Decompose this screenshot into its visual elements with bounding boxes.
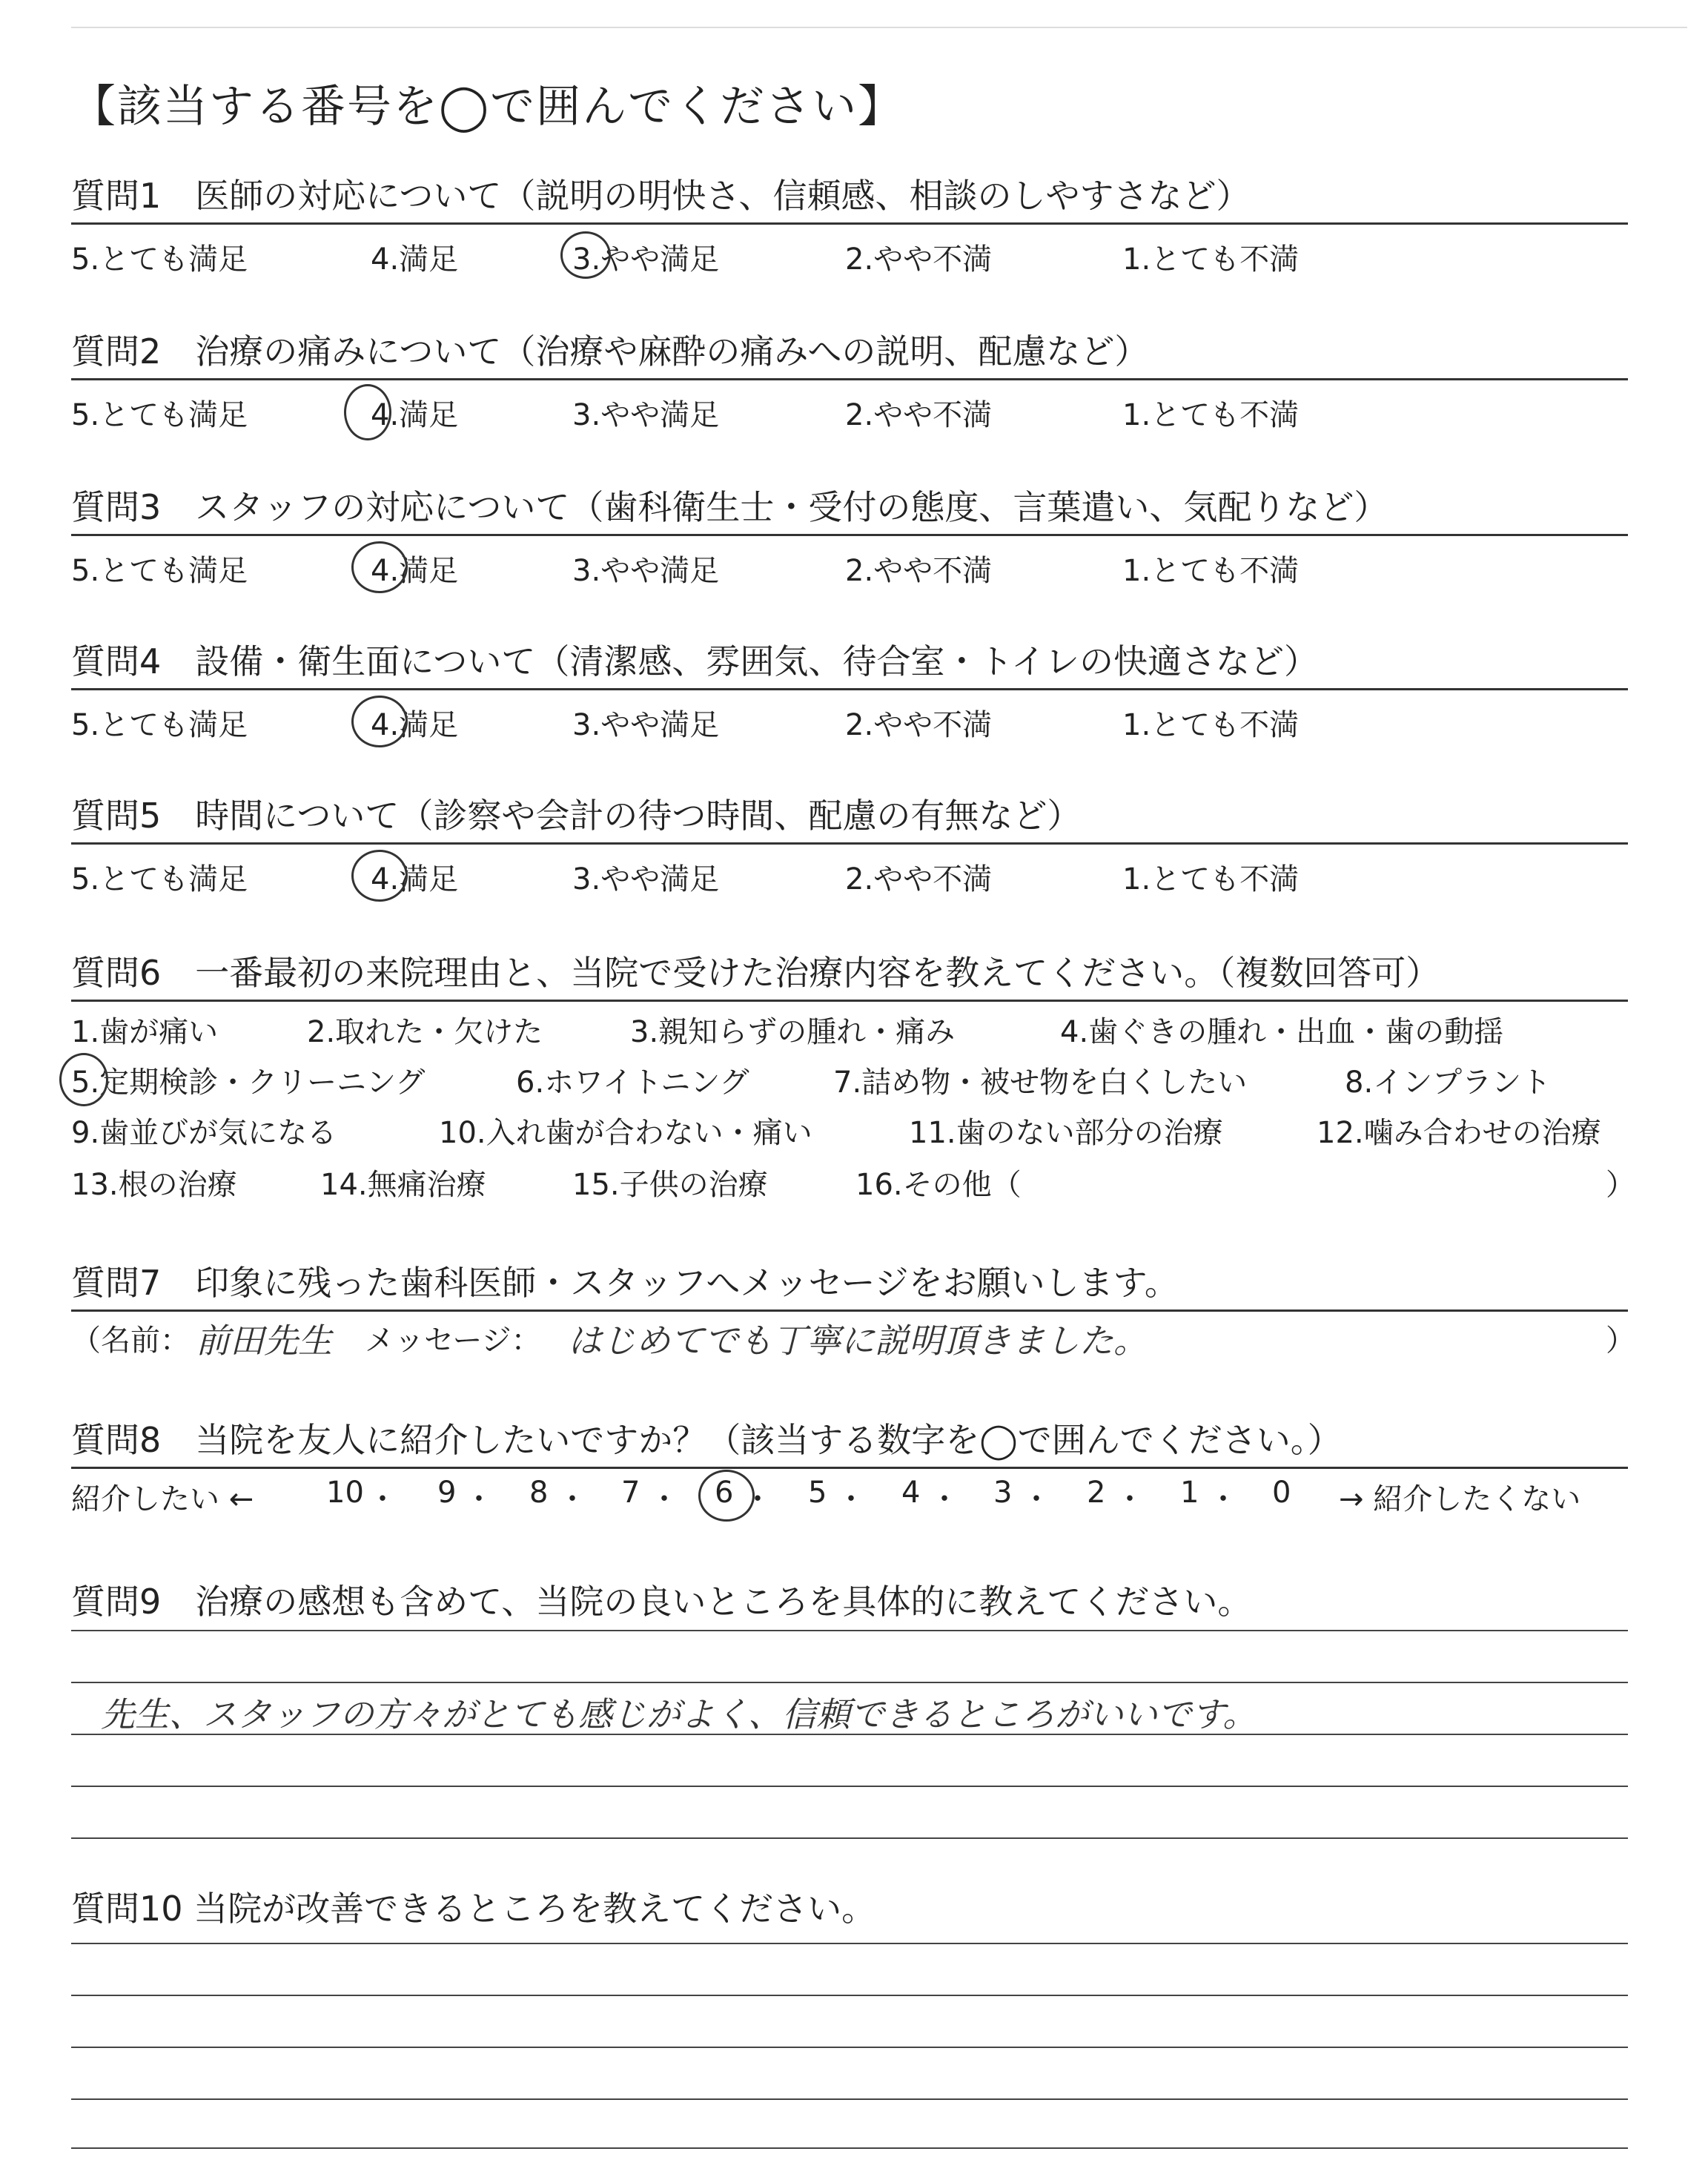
q8-selection-circle — [698, 1470, 755, 1522]
q6-item-1[interactable]: 1.歯が痛い — [71, 1015, 219, 1049]
q10-answer-line-4[interactable] — [71, 2098, 1628, 2100]
q8-sep: ・ — [930, 1482, 959, 1516]
q6-item-7[interactable]: 7.詰め物・被せ物を白くしたい — [833, 1066, 1248, 1100]
q6-item-12[interactable]: 12.噛み合わせの治療 — [1317, 1116, 1601, 1150]
q5-option-5[interactable]: 5.とても満足 — [71, 862, 248, 896]
q6-item-8[interactable]: 8.インプラント — [1345, 1066, 1552, 1100]
question-6-text: 質問6 一番最初の来院理由と、当院で受けた治療内容を教えてください。（複数回答可） — [71, 953, 1440, 993]
question-2 — [71, 320, 1628, 380]
q10-answer-line-1[interactable] — [71, 1943, 1628, 1944]
question-8 — [71, 1409, 1628, 1469]
q9-answer-handwritten[interactable]: 先生、スタッフの方々がとても感じがよく、信頼できるところがいいです。 — [101, 1694, 1257, 1734]
q3-option-1[interactable]: 1.とても不満 — [1122, 554, 1300, 588]
q6-row-1 — [71, 1008, 1628, 1053]
q1-option-4[interactable]: 4.満足 — [371, 242, 459, 277]
q5-option-2[interactable]: 2.やや不満 — [845, 862, 993, 896]
q5-selection-circle — [351, 850, 408, 902]
q10-answer-line-2[interactable] — [71, 1995, 1628, 1996]
q7-message-label: メッセージ： — [365, 1324, 541, 1358]
q10-answer-line-5[interactable] — [71, 2147, 1628, 2149]
question-1-options — [71, 236, 1628, 280]
q7-message-handwritten[interactable]: はじめてでも丁寧に説明頂きました。 — [568, 1321, 1148, 1361]
q1-option-2[interactable]: 2.やや不満 — [845, 242, 993, 277]
q5-option-3[interactable]: 3.やや満足 — [572, 862, 720, 896]
q8-scale-4[interactable]: 4 — [901, 1476, 921, 1510]
q4-option-2[interactable]: 2.やや不満 — [845, 708, 993, 742]
q8-sep: ・ — [368, 1482, 397, 1516]
question-1 — [71, 165, 1628, 225]
q4-option-1[interactable]: 1.とても不満 — [1122, 708, 1300, 742]
q6-item-16[interactable]: 16.その他（ — [855, 1168, 1022, 1202]
q7-name-label: （名前： — [71, 1324, 190, 1358]
question-8-text: 質問8 当院を友人に紹介したいですか？（該当する数字を◯で囲んでください。） — [71, 1420, 1342, 1460]
question-3-options — [71, 547, 1628, 592]
q8-sep: ・ — [464, 1482, 494, 1516]
q6-item-15[interactable]: 15.子供の治療 — [572, 1168, 768, 1202]
q3-option-3[interactable]: 3.やや満足 — [572, 554, 720, 588]
q8-sep: ・ — [743, 1482, 772, 1516]
q8-scale-8[interactable]: 8 — [529, 1476, 549, 1510]
q8-scale-1[interactable]: 1 — [1180, 1476, 1199, 1510]
q3-option-5[interactable]: 5.とても満足 — [71, 554, 248, 588]
question-7 — [71, 1252, 1628, 1312]
question-4-options — [71, 701, 1628, 746]
q6-selection-circle — [59, 1053, 108, 1106]
q6-row-4 — [71, 1161, 1635, 1206]
q8-scale-2[interactable]: 2 — [1087, 1476, 1106, 1510]
q1-option-3[interactable]: 3.やや満足 — [572, 242, 720, 277]
question-9-text: 質問9 治療の感想も含めて、当院の良いところを具体的に教えてください。 — [71, 1582, 1252, 1622]
question-10-text: 質問10 当院が改善できるところを教えてください。 — [71, 1889, 876, 1929]
q8-sep: ・ — [1115, 1482, 1145, 1516]
question-5-options — [71, 856, 1628, 900]
q8-right-label: → 紹介したくない — [1339, 1482, 1581, 1516]
question-5 — [71, 785, 1628, 845]
q1-option-5[interactable]: 5.とても満足 — [71, 242, 248, 277]
page-title: 【該当する番号を◯で囲んでください】 — [71, 81, 904, 133]
q3-option-4[interactable]: 4.満足 — [371, 554, 459, 588]
top-border — [71, 27, 1687, 28]
q8-sep: ・ — [1208, 1482, 1238, 1516]
q8-scale-0[interactable]: 0 — [1272, 1476, 1291, 1510]
q6-item-5[interactable]: 5.定期検診・クリーニング — [71, 1066, 426, 1100]
question-3 — [71, 476, 1628, 536]
question-4-text: 質問4 設備・衛生面について（清潔感、雰囲気、待合室・トイレの快適さなど） — [71, 641, 1319, 681]
q6-item-9[interactable]: 9.歯並びが気になる — [71, 1116, 337, 1150]
question-1-text: 質問1 医師の対応について（説明の明快さ、信頼感、相談のしやすさなど） — [71, 176, 1251, 216]
q6-item-13[interactable]: 13.根の治療 — [71, 1168, 237, 1202]
question-2-text: 質問2 治療の痛みについて（治療や麻酔の痛みへの説明、配慮など） — [71, 331, 1149, 371]
q6-item-11[interactable]: 11.歯のない部分の治療 — [909, 1116, 1223, 1150]
question-2-options — [71, 392, 1628, 436]
q6-row-2 — [71, 1059, 1628, 1103]
q4-option-3[interactable]: 3.やや満足 — [572, 708, 720, 742]
q8-sep: ・ — [557, 1482, 587, 1516]
q7-name-handwritten[interactable]: 前田先生 — [196, 1321, 332, 1361]
q8-scale-5[interactable]: 5 — [808, 1476, 827, 1510]
q5-option-4[interactable]: 4.満足 — [371, 862, 459, 896]
q1-option-1[interactable]: 1.とても不満 — [1122, 242, 1300, 277]
q8-scale-7[interactable]: 7 — [621, 1476, 640, 1510]
q2-option-3[interactable]: 3.やや満足 — [572, 398, 720, 432]
q8-sep: ・ — [1022, 1482, 1051, 1516]
q7-answer-row — [71, 1317, 1635, 1361]
q8-scale-3[interactable]: 3 — [993, 1476, 1013, 1510]
question-10 — [71, 1877, 1628, 1935]
q4-option-4[interactable]: 4.満足 — [371, 708, 459, 742]
q8-scale-6[interactable]: 6 — [715, 1476, 734, 1510]
q6-other-close: ） — [1606, 1168, 1635, 1202]
q9-answer-line-1 — [71, 1630, 1628, 1631]
q8-sep: ・ — [836, 1482, 866, 1516]
q6-item-3[interactable]: 3.親知らずの腫れ・痛み — [630, 1015, 956, 1049]
q6-item-2[interactable]: 2.取れた・欠けた — [307, 1015, 543, 1049]
question-6 — [71, 942, 1628, 1002]
q8-scale-9[interactable]: 9 — [437, 1476, 457, 1510]
q3-selection-circle — [351, 541, 408, 593]
q8-scale-10[interactable]: 10 — [326, 1476, 364, 1510]
question-4 — [71, 630, 1628, 690]
q2-option-4[interactable]: 4.満足 — [371, 398, 459, 432]
q7-close: ） — [1606, 1324, 1635, 1358]
q9-answer-line-3 — [71, 1734, 1628, 1735]
q6-item-14[interactable]: 14.無痛治療 — [320, 1168, 486, 1202]
q9-answer-line-5 — [71, 1837, 1628, 1839]
q10-answer-line-3[interactable] — [71, 2047, 1628, 2048]
q8-left-label: 紹介したい ← — [71, 1482, 254, 1516]
q8-scale-row — [71, 1476, 1628, 1520]
question-5-text: 質問5 時間について（診察や会計の待つ時間、配慮の有無など） — [71, 796, 1082, 836]
question-3-text: 質問3 スタッフの対応について（歯科衛生士・受付の態度、言葉遣い、気配りなど） — [71, 487, 1388, 527]
question-7-text: 質問7 印象に残った歯科医師・スタッフへメッセージをお願いします。 — [71, 1263, 1179, 1303]
q6-item-6[interactable]: 6.ホワイトニング — [516, 1066, 749, 1100]
q5-option-1[interactable]: 1.とても不満 — [1122, 862, 1300, 896]
q6-item-4[interactable]: 4.歯ぐきの腫れ・出血・歯の動揺 — [1060, 1015, 1504, 1049]
q3-option-2[interactable]: 2.やや不満 — [845, 554, 993, 588]
question-9 — [71, 1571, 1628, 1628]
q2-option-1[interactable]: 1.とても不満 — [1122, 398, 1300, 432]
q1-selection-circle — [560, 231, 611, 279]
q4-option-5[interactable]: 5.とても満足 — [71, 708, 248, 742]
q8-sep: ・ — [649, 1482, 679, 1516]
q6-item-10[interactable]: 10.入れ歯が合わない・痛い — [439, 1116, 812, 1150]
q6-row-3 — [71, 1109, 1628, 1154]
q2-option-2[interactable]: 2.やや不満 — [845, 398, 993, 432]
q9-answer-line-2 — [71, 1682, 1628, 1683]
q2-selection-circle — [344, 384, 391, 440]
q4-selection-circle — [351, 696, 408, 747]
q9-answer-line-4 — [71, 1786, 1628, 1787]
q2-option-5[interactable]: 5.とても満足 — [71, 398, 248, 432]
